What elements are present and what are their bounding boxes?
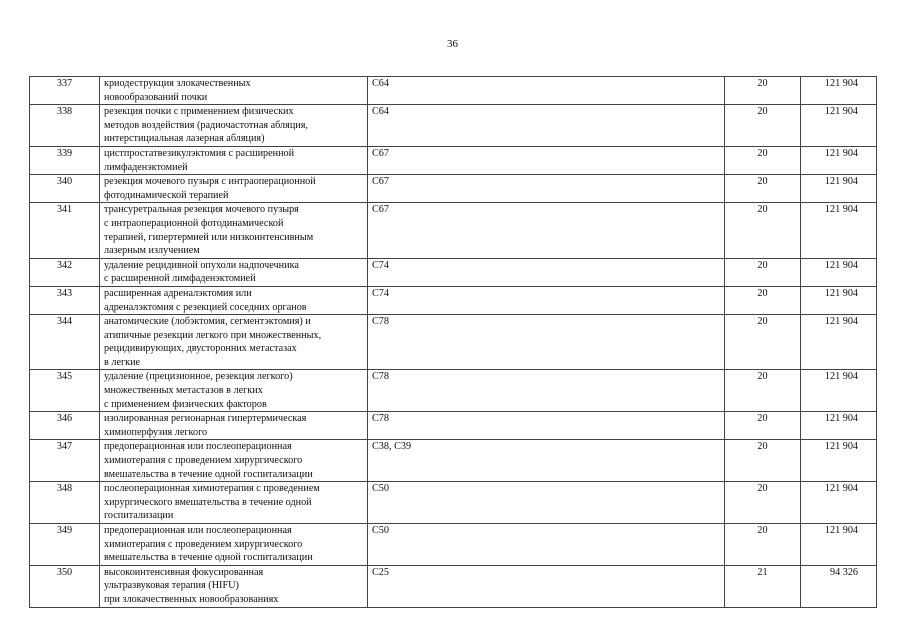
procedure-line: изолированная регионарная гипертермическая (104, 413, 307, 425)
diagnosis-code: C50 (368, 524, 725, 566)
procedure-description (100, 105, 368, 147)
procedure-line: цистпростатвезикулэктомия с расширенной (104, 147, 295, 159)
table-row (30, 258, 877, 286)
table-row (30, 175, 877, 203)
diagnosis-code: C67 (368, 146, 725, 174)
procedure-line: химиоперфузия легкого (104, 426, 208, 438)
procedure-line: терапией, гипертермией или низкоинтенсивным (104, 231, 314, 243)
cost-value: 121 904 (801, 77, 877, 105)
row-number: 341 (30, 203, 100, 258)
procedure-description (100, 175, 368, 203)
group-number: 21 (725, 565, 801, 607)
diagnosis-code: C67 (368, 175, 725, 203)
group-number: 20 (725, 175, 801, 203)
row-number: 347 (30, 440, 100, 482)
procedure-line: послеоперационная химиотерапия с проведением (104, 483, 320, 495)
cost-value: 121 904 (801, 203, 877, 258)
procedure-line: предоперационная или послеоперационная (104, 441, 292, 453)
procedure-description (100, 565, 368, 607)
cost-value: 121 904 (801, 315, 877, 370)
table-row (30, 77, 877, 105)
procedure-description (100, 412, 368, 440)
table-row (30, 565, 877, 607)
cost-value: 121 904 (801, 482, 877, 524)
procedure-line: при злокачественных новообразованиях (104, 593, 279, 605)
group-number: 20 (725, 524, 801, 566)
diagnosis-code: C64 (368, 77, 725, 105)
procedure-line: госпитализации (104, 510, 174, 522)
diagnosis-code: C38, C39 (368, 440, 725, 482)
procedure-line: анатомические (лобэктомия, сегментэктомия) и (104, 316, 311, 328)
procedure-line: химиотерапия с проведением хирургического (104, 455, 303, 467)
group-number: 20 (725, 286, 801, 314)
group-number: 20 (725, 203, 801, 258)
cost-value: 121 904 (801, 370, 877, 412)
procedure-description (100, 77, 368, 105)
table-row (30, 286, 877, 314)
cost-value: 121 904 (801, 105, 877, 147)
table-row (30, 315, 877, 370)
group-number: 20 (725, 482, 801, 524)
row-number: 338 (30, 105, 100, 147)
group-number: 20 (725, 370, 801, 412)
procedure-line: высокоинтенсивная фокусированная (104, 566, 264, 578)
procedure-line: лазерным излучением (104, 245, 200, 257)
cost-value: 121 904 (801, 440, 877, 482)
procedure-description (100, 482, 368, 524)
procedure-line: интерстициальная лазерная абляция) (104, 133, 265, 145)
procedure-line: удаление (прецизионное, резекция легкого) (104, 371, 293, 383)
procedure-line: вмешательства в течение одной госпитализации (104, 468, 313, 480)
procedure-line: ультразвуковая терапия (HIFU) (104, 580, 239, 592)
row-number: 349 (30, 524, 100, 566)
table-row (30, 440, 877, 482)
cost-value: 121 904 (801, 412, 877, 440)
procedure-line: вмешательства в течение одной госпитализации (104, 552, 313, 564)
procedure-line: расширенная адреналэктомия или (104, 287, 252, 299)
group-number: 20 (725, 440, 801, 482)
group-number: 20 (725, 146, 801, 174)
procedure-line: резекция мочевого пузыря с интраоперационной (104, 176, 316, 188)
page-number: 36 (447, 38, 458, 50)
procedure-line: фотодинамической терапией (104, 189, 229, 201)
row-number: 343 (30, 286, 100, 314)
cost-value: 121 904 (801, 146, 877, 174)
procedure-line: хирургического вмешательства в течение одной (104, 496, 312, 508)
procedure-line: химиотерапия с проведением хирургического (104, 538, 303, 550)
table-row (30, 482, 877, 524)
procedure-description (100, 203, 368, 258)
procedure-description (100, 146, 368, 174)
procedure-line: трансуретральная резекция мочевого пузыря (104, 204, 299, 216)
procedure-line: в легкие (104, 356, 141, 368)
procedure-description (100, 258, 368, 286)
group-number: 20 (725, 258, 801, 286)
table-row (30, 203, 877, 258)
diagnosis-code: C74 (368, 286, 725, 314)
procedures-table (29, 76, 877, 608)
procedure-line: удаление рецидивной опухоли надпочечника (104, 259, 299, 271)
group-number: 20 (725, 77, 801, 105)
procedure-line: криодеструкция злокачественных (104, 78, 251, 89)
procedure-line: с интраоперационной фотодинамической (104, 217, 284, 229)
row-number: 348 (30, 482, 100, 524)
diagnosis-code: C25 (368, 565, 725, 607)
procedure-line: множественных метастазов в легких (104, 385, 263, 397)
row-number: 344 (30, 315, 100, 370)
cost-value: 121 904 (801, 175, 877, 203)
diagnosis-code: C78 (368, 370, 725, 412)
row-number: 346 (30, 412, 100, 440)
table-row (30, 105, 877, 147)
row-number: 342 (30, 258, 100, 286)
table-row (30, 412, 877, 440)
procedure-line: атипичные резекции легкого при множественных, (104, 329, 322, 341)
group-number: 20 (725, 315, 801, 370)
table-body (30, 77, 877, 608)
diagnosis-code: C64 (368, 105, 725, 147)
diagnosis-code: C74 (368, 258, 725, 286)
procedure-line: рецидивирующих, двусторонних метастазах (104, 343, 297, 355)
procedure-description (100, 315, 368, 370)
procedure-line: методов воздействия (радиочастотная абляция, (104, 119, 308, 131)
procedure-line: предоперационная или послеоперационная (104, 525, 292, 536)
row-number: 340 (30, 175, 100, 203)
procedure-line: лимфаденэктомией (104, 161, 188, 173)
cost-value: 121 904 (801, 524, 877, 566)
cost-value: 94 326 (801, 565, 877, 607)
procedure-line: новообразований почки (104, 91, 208, 103)
cost-value: 121 904 (801, 258, 877, 286)
diagnosis-code: C78 (368, 412, 725, 440)
row-number: 339 (30, 146, 100, 174)
procedure-line: резекция почки с применением физических (104, 106, 294, 118)
procedure-description (100, 286, 368, 314)
table-row (30, 370, 877, 412)
procedure-line: с применением физических факторов (104, 398, 267, 410)
procedure-line: адреналэктомия с резекцией соседних органов (104, 301, 307, 313)
procedure-line: с расширенной лимфаденэктомией (104, 273, 256, 285)
table-row (30, 146, 877, 174)
group-number: 20 (725, 412, 801, 440)
cost-value: 121 904 (801, 286, 877, 314)
group-number: 20 (725, 105, 801, 147)
row-number: 350 (30, 565, 100, 607)
diagnosis-code: C78 (368, 315, 725, 370)
diagnosis-code: C50 (368, 482, 725, 524)
row-number: 345 (30, 370, 100, 412)
procedure-description (100, 370, 368, 412)
diagnosis-code: C67 (368, 203, 725, 258)
row-number: 337 (30, 77, 100, 105)
table-row (30, 524, 877, 566)
procedure-description (100, 440, 368, 482)
procedure-description (100, 524, 368, 566)
